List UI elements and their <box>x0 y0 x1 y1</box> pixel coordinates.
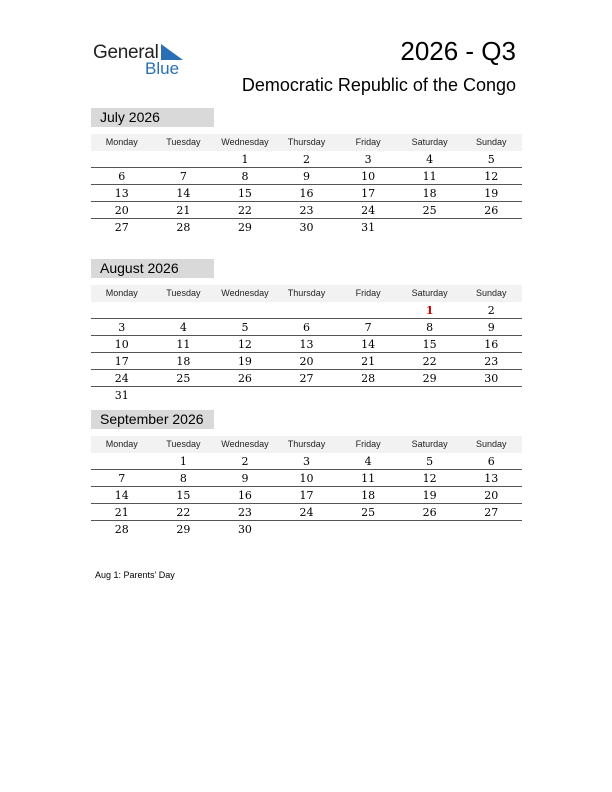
day-cell: 29 <box>237 221 252 234</box>
day-cell: 13 <box>114 187 129 200</box>
empty-day-cell <box>337 521 399 537</box>
day-cell: 10 <box>299 472 314 485</box>
day-cell: 6 <box>487 455 495 468</box>
empty-day-cell <box>153 151 215 167</box>
country-name: Democratic Republic of the Congo <box>241 75 516 95</box>
week-row <box>91 453 522 470</box>
day-cell: 14 <box>114 489 129 502</box>
day-cell: 25 <box>361 506 376 519</box>
day-cell: 11 <box>176 338 191 351</box>
day-cell: 19 <box>484 187 499 200</box>
day-cell: 15 <box>422 338 437 351</box>
day-cell: 4 <box>426 153 434 166</box>
day-cell: 24 <box>299 506 314 519</box>
weekday-label: Friday <box>355 439 381 449</box>
day-cell: 7 <box>118 472 126 485</box>
day-cell: 12 <box>484 170 499 183</box>
day-cell: 8 <box>241 170 249 183</box>
day-cell: 24 <box>114 372 129 385</box>
weekday-label: Sunday <box>475 439 507 449</box>
day-cell: 13 <box>299 338 314 351</box>
weekday-label: Wednesday <box>221 288 269 298</box>
empty-day-cell <box>153 387 215 403</box>
day-cell: 14 <box>361 338 376 351</box>
day-cell: 8 <box>179 472 187 485</box>
empty-day-cell <box>276 521 338 537</box>
day-cell: 30 <box>484 372 499 385</box>
holiday-note: Aug 1: Parents’ Day <box>95 570 175 580</box>
empty-day-cell <box>214 302 276 318</box>
week-row <box>91 470 522 487</box>
day-cell: 31 <box>114 389 129 402</box>
weekday-label: Friday <box>355 288 381 298</box>
empty-day-cell <box>91 302 153 318</box>
day-cell: 23 <box>237 506 252 519</box>
weekday-label: Monday <box>105 288 138 298</box>
week-row <box>91 521 522 537</box>
generalblue-logo <box>93 41 193 81</box>
day-cell: 7 <box>179 170 187 183</box>
day-cell: 7 <box>364 321 372 334</box>
day-cell: 23 <box>484 355 499 368</box>
empty-day-cell <box>276 302 338 318</box>
empty-day-cell <box>337 302 399 318</box>
day-cell: 27 <box>299 372 314 385</box>
day-cell: 19 <box>237 355 252 368</box>
day-cell: 22 <box>237 204 252 217</box>
month-title: August 2026 <box>91 259 214 278</box>
day-cell: 1 <box>241 153 249 166</box>
logo-general-text: General <box>93 42 159 63</box>
weekday-label: Sunday <box>475 137 507 147</box>
day-cell: 9 <box>303 170 311 183</box>
day-cell: 1 <box>179 455 187 468</box>
weekday-label: Sunday <box>475 288 507 298</box>
week-row <box>91 151 522 168</box>
day-cell: 28 <box>114 523 129 536</box>
day-cell: 4 <box>364 455 372 468</box>
day-cell: 29 <box>422 372 437 385</box>
day-cell: 21 <box>114 506 129 519</box>
weekday-label: Wednesday <box>221 137 269 147</box>
weekday-label: Tuesday <box>166 439 201 449</box>
empty-day-cell <box>91 151 153 167</box>
week-row <box>91 302 522 319</box>
day-cell: 25 <box>176 372 191 385</box>
week-row <box>91 370 522 387</box>
day-cell: 28 <box>176 221 191 234</box>
weekday-header <box>91 436 522 453</box>
weekday-label: Saturday <box>411 288 448 298</box>
day-cell: 20 <box>299 355 314 368</box>
day-cell: 18 <box>176 355 191 368</box>
day-cell: 21 <box>176 204 191 217</box>
day-cell: 3 <box>364 153 372 166</box>
week-row <box>91 387 522 403</box>
weekday-label: Monday <box>105 137 138 147</box>
month-august <box>91 259 522 403</box>
day-cell: 9 <box>241 472 249 485</box>
day-cell: 15 <box>176 489 191 502</box>
day-cell: 30 <box>299 221 314 234</box>
day-cell: 20 <box>114 204 129 217</box>
weekday-header <box>91 285 522 302</box>
day-cell: 15 <box>237 187 252 200</box>
week-row <box>91 168 522 185</box>
weekday-label: Thursday <box>287 439 326 449</box>
day-cell: 22 <box>176 506 191 519</box>
day-cell: 3 <box>118 321 126 334</box>
day-cell: 5 <box>426 455 434 468</box>
weekday-header <box>91 134 522 151</box>
week-row <box>91 202 522 219</box>
day-cell: 18 <box>361 489 376 502</box>
weekday-label: Tuesday <box>166 137 201 147</box>
day-cell: 5 <box>241 321 249 334</box>
week-row <box>91 185 522 202</box>
week-row <box>91 353 522 370</box>
empty-day-cell <box>153 302 215 318</box>
day-cell: 11 <box>361 472 376 485</box>
logo-flag-icon <box>161 44 183 60</box>
day-cell: 8 <box>426 321 434 334</box>
day-cell: 3 <box>303 455 311 468</box>
weekday-label: Saturday <box>411 439 448 449</box>
day-cell: 6 <box>303 321 311 334</box>
day-cell: 18 <box>422 187 437 200</box>
day-cell: 23 <box>299 204 314 217</box>
month-july <box>91 108 522 235</box>
day-cell: 14 <box>176 187 191 200</box>
day-cell: 9 <box>487 321 495 334</box>
weekday-label: Monday <box>105 439 138 449</box>
weekday-label: Tuesday <box>166 288 201 298</box>
day-cell: 2 <box>487 304 495 317</box>
day-cell: 17 <box>361 187 376 200</box>
week-row <box>91 487 522 504</box>
day-cell: 30 <box>237 523 252 536</box>
week-row <box>91 219 522 235</box>
day-cell: 28 <box>361 372 376 385</box>
empty-day-cell <box>276 387 338 403</box>
empty-day-cell <box>399 387 461 403</box>
weekday-label: Friday <box>355 137 381 147</box>
day-cell: 10 <box>361 170 376 183</box>
empty-day-cell <box>460 387 522 403</box>
day-cell: 12 <box>237 338 252 351</box>
holiday-day-cell: 1 <box>425 304 434 317</box>
week-row <box>91 319 522 336</box>
weekday-label: Wednesday <box>221 439 269 449</box>
day-cell: 6 <box>118 170 126 183</box>
day-cell: 26 <box>237 372 252 385</box>
day-cell: 27 <box>484 506 499 519</box>
week-row <box>91 336 522 353</box>
day-cell: 26 <box>422 506 437 519</box>
month-september <box>91 410 522 537</box>
day-cell: 31 <box>361 221 376 234</box>
day-cell: 16 <box>299 187 314 200</box>
day-cell: 21 <box>361 355 376 368</box>
empty-day-cell <box>91 453 153 469</box>
day-cell: 5 <box>487 153 495 166</box>
day-cell: 4 <box>179 321 187 334</box>
page-title: 2026 - Q3 <box>400 36 516 66</box>
weekday-label: Thursday <box>287 137 326 147</box>
day-cell: 16 <box>484 338 499 351</box>
empty-day-cell <box>214 387 276 403</box>
weekday-label: Saturday <box>411 137 448 147</box>
day-cell: 17 <box>114 355 129 368</box>
day-cell: 26 <box>484 204 499 217</box>
day-cell: 10 <box>114 338 129 351</box>
empty-day-cell <box>460 219 522 235</box>
empty-day-cell <box>460 521 522 537</box>
logo-blue-text: Blue <box>145 59 180 78</box>
day-cell: 12 <box>422 472 437 485</box>
day-cell: 22 <box>422 355 437 368</box>
day-cell: 2 <box>241 455 249 468</box>
day-cell: 11 <box>422 170 437 183</box>
day-cell: 25 <box>422 204 437 217</box>
week-row <box>91 504 522 521</box>
day-cell: 16 <box>237 489 252 502</box>
day-cell: 27 <box>114 221 129 234</box>
empty-day-cell <box>399 521 461 537</box>
day-cell: 20 <box>484 489 499 502</box>
day-cell: 19 <box>422 489 437 502</box>
empty-day-cell <box>337 387 399 403</box>
day-cell: 13 <box>484 472 499 485</box>
month-title: July 2026 <box>91 108 214 127</box>
day-cell: 2 <box>303 153 311 166</box>
empty-day-cell <box>399 219 461 235</box>
day-cell: 24 <box>361 204 376 217</box>
day-cell: 29 <box>176 523 191 536</box>
day-cell: 17 <box>299 489 314 502</box>
month-title: September 2026 <box>91 410 214 429</box>
weekday-label: Thursday <box>287 288 326 298</box>
